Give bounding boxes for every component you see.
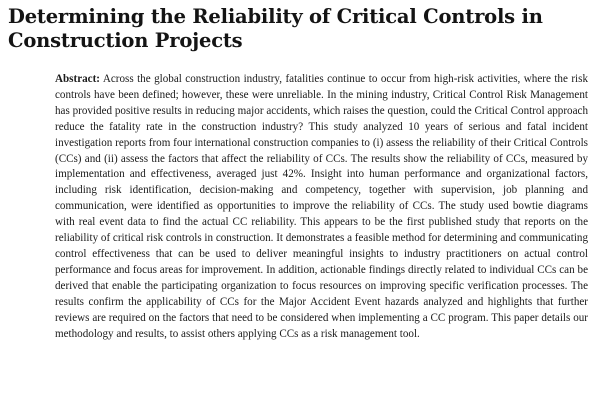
abstract-label: Abstract: [55, 73, 100, 85]
abstract-body: Across the global construction industry, fatalities continue to occur from high-risk activities, where the risk controls have been defined; however, these were unreliable. In the mining industry, Critical Control Risk Management has provided positive results in reducing major accidents, which raises the question, could the Critical Control approach reduce the fatality rate in the construction industry? This study analyzed 10 years of serious and fatal incident investigation reports from four international construction companies to (i) assess the reliability of their Critical Controls (CCs) and (ii) assess the factors that affect the reliability of CCs. The results show the reliability of CCs, measured by implementation and effectiveness, averaged just 42%. Insight into human performance and organizational factors, including risk identification, decision-making and competency, together with supervision, job planning and communication, were identified as opportunities to improve the reliability of CCs. The study used bowtie diagrams with real event data to find the actual CC reliability. This appears to be the first published study that reports on the reliability of critical risk controls in construction. It demonstrates a feasible method for determining and communicating control effectiveness that can be used to deliver meaningful insights to industry practitioners on actual control performance and focus areas for improvement. In addition, actionable findings directly related to individual CCs can be derived that enable the participating organization to focus resources on improving specific verification processes. The results confirm the applicability of CCs for the Major Accident Event hazards analyzed and highlights that further reviews are required on the factors that need to be considered when implementing a CC program. This paper details our methodology and results, to assist others applying CCs as a risk management tool. [55, 73, 588, 340]
paper-title: Determining the Reliability of Critical Controls in Construction Projects [8, 5, 543, 52]
abstract-paragraph [55, 72, 588, 342]
